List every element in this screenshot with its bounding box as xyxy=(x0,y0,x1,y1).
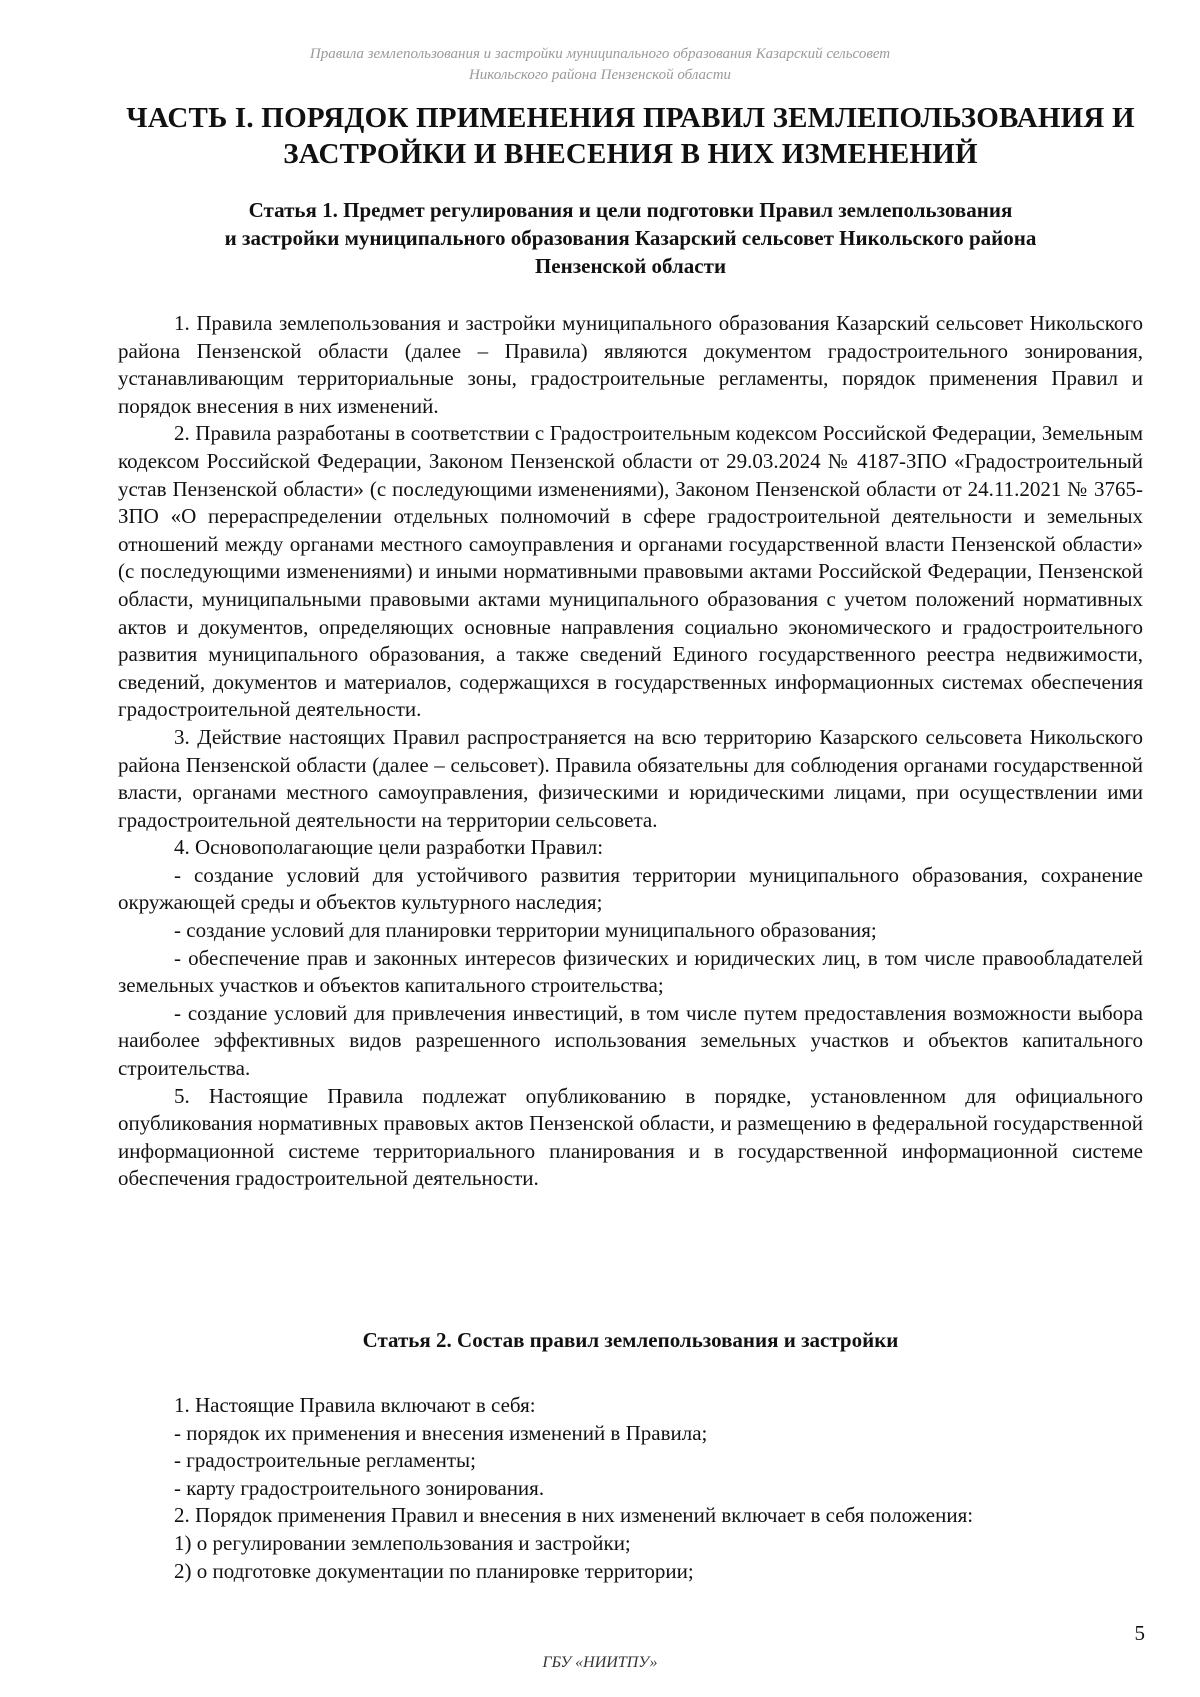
running-header-line: Правила землепользования и застройки муниципального образования Казарский сельсовет xyxy=(309,46,891,62)
article-title-line: Пензенской области xyxy=(534,254,727,278)
running-header xyxy=(0,44,1200,86)
list-item: - градостроительные регламенты; xyxy=(174,1448,476,1473)
paragraph: 5. Настоящие Правила подлежат опубликованию в порядке, установленном для официального опубликования нормативных правовых актов Пензенской области, и размещению в федеральной государственной информационной системе территориального планирования и в государственной информационной системе обеспечения градостроительной деятельности. xyxy=(118,1083,1143,1191)
list-item: 1) о регулировании землепользования и застройки; xyxy=(174,1530,631,1555)
article-1-body xyxy=(118,310,1143,1193)
list-item: - создание условий для устойчивого развития территории муниципального образования, сохранение окружающей среды и объектов культурного наследия; xyxy=(118,862,1143,915)
paragraph: 2. Правила разработаны в соответствии с Градостроительным кодексом Российской Федерации, Земельным кодексом Российской Федерации, Законом Пензенской области от 29.03.2024 № 4187-ЗПО «Градостроительный устав Пензенской области» (с последующими изменениями), Законом Пензенской области от 24.11.2021 № 3765-ЗПО «О перераспределении отдельных полномочий в сфере градостроительной деятельности и земельных отношений между органами местного самоуправления и органами государственной власти Пензенской области» (с последующими изменениями) и иными нормативными правовыми актами Российской Федерации, Пензенской области, муниципальными правовыми актами муниципального образования с учетом положений нормативных актов и документов, определяющих основные направления социально экономического и градостроительного развития муниципального образования, а также сведений Единого государственного реестра недвижимости, сведений, документов и материалов, содержащихся в государственных информационных системах обеспечения градостроительной деятельности. xyxy=(118,421,1143,722)
list-item: - карту градостроительного зонирования. xyxy=(174,1475,545,1500)
list-item: 2) о подготовке документации по планировке территории; xyxy=(174,1558,694,1583)
paragraph: 1. Правила землепользования и застройки муниципального образования Казарский сельсовет Никольского района Пензенской области (далее – Правила) являются документом градостроительного зонирования, устанавливающим территориальные зоны, градостроительные регламенты, порядок применения Правил и порядок внесения в них изменений. xyxy=(118,311,1143,418)
running-header-line: Никольского района Пензенской области xyxy=(468,67,732,83)
running-footer: ГБУ «НИИТПУ» xyxy=(542,1654,658,1671)
page-number: 5 xyxy=(1134,1621,1145,1645)
article-2-title: Статья 2. Состав правил землепользования и застройки xyxy=(362,1328,899,1352)
list-item: 2. Порядок применения Правил и внесения в них изменений включает в себя положения: xyxy=(174,1503,974,1528)
article-1-title xyxy=(118,196,1143,280)
part-title-line: ЧАСТЬ I. ПОРЯДОК ПРИМЕНЕНИЯ ПРАВИЛ ЗЕМЛЕПОЛЬЗОВАНИЯ И xyxy=(126,102,1135,134)
article-title-line: Статья 1. Предмет регулирования и цели подготовки Правил землепользования xyxy=(248,198,1013,222)
list-item: 1. Настоящие Правила включают в себя: xyxy=(174,1393,536,1417)
list-item: - создание условий для планировки территории муниципального образования; xyxy=(174,918,877,943)
paragraph: 3. Действие настоящих Правил распространяется на всю территорию Казарского сельсовета Никольского района Пензенской области (далее – сельсовет). Правила обязательны для соблюдения органами государственной власти, органами местного самоуправления, физическими и юридическими лицами, при осуществлении ими градостроительной деятельности на территории сельсовета. xyxy=(118,724,1143,832)
list-item: - создание условий для привлечения инвестиций, в том числе путем предоставления возможности выбора наиболее эффективных видов разрешенного использования земельных участков и объектов капитального строительства. xyxy=(118,1000,1143,1081)
part-title-line: ЗАСТРОЙКИ И ВНЕСЕНИЯ В НИХ ИЗМЕНЕНИЙ xyxy=(283,138,978,170)
part-title xyxy=(118,100,1143,172)
article-2-body xyxy=(118,1392,1143,1585)
list-item: - порядок их применения и внесения изменений в Правила; xyxy=(174,1420,708,1445)
paragraph: 4. Основополагающие цели разработки Правил: xyxy=(174,835,604,860)
list-item: - обеспечение прав и законных интересов физических и юридических лиц, в том числе правообладателей земельных участков и объектов капитального строительства; xyxy=(118,945,1143,998)
article-title-line: и застройки муниципального образования Казарский сельсовет Никольского района xyxy=(224,226,1037,250)
